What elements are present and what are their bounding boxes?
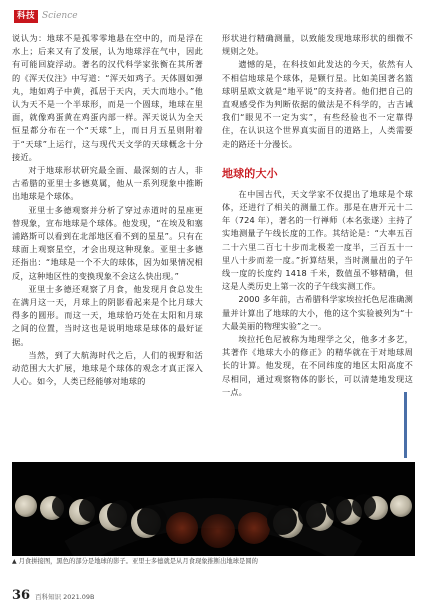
paragraph: 埃拉托色尼被称为地理学之父，他多才多艺，其著作《地球大小的修正》的精华就在于对地球周长的计算。他发现，在不同纬度的地区太阳高度不尽相同，通过观察物体的影长，可以清楚地发现这一点。 <box>222 334 413 397</box>
moon-6 <box>166 512 198 544</box>
eclipse-composite-image <box>12 462 415 556</box>
figure-caption <box>12 557 415 567</box>
section-tag-en: Science <box>42 11 78 21</box>
page-footer <box>12 588 95 603</box>
page-number: 36 <box>12 588 31 603</box>
magazine-name: 百科知识 2021.09B <box>35 593 95 601</box>
section-heading: 地球的大小 <box>222 166 278 180</box>
caption-triangle-icon: ▲ <box>12 558 17 565</box>
paragraph: 当然，到了大航海时代之后，人们的视野和活动范围大大扩展，地球是个球体的观念才真正深入人心。如今，人类已经能够对地球的 <box>12 349 203 387</box>
section-header <box>14 9 78 23</box>
paragraph: 对于地球形状研究最全面、最深刻的古人，非古希腊的亚里士多德莫属，他从一系列现象中推断出地球是个球体。 <box>12 165 203 202</box>
moon-8 <box>238 512 270 544</box>
moon-1 <box>15 495 37 517</box>
moon-7 <box>201 514 235 548</box>
moon-13 <box>390 495 412 517</box>
paragraph: 2000 多年前，古希腊科学家埃拉托色尼准确测量并计算出了地球的大小，他的这个实验被列为“十大最美丽的物理实验”之一。 <box>222 294 413 331</box>
paragraph: 遗憾的是，在科技如此发达的今天，依然有人不相信地球是个球体，是颗行星。比如美国著名篮球明星欧文就是“地平说”的支持者。他们把自己的直观感受作为判断依据的做法是不科学的，古吉诫我们“眼见不一定为实”，有些经验也不一定靠得住，在认识这个世界真实面目的道路上，人类需要走的路还十分漫长。 <box>222 59 413 149</box>
section-tag: 科技 <box>14 10 38 23</box>
side-accent-bar <box>404 392 407 458</box>
paragraph: 说认为：地球不是孤零零地悬在空中的，而是浮在水上；后来又有了发展，认为地球浮在气中，因此有可能回旋浮动。著名的汉代科学家张衡在其所著的《浑天仪注》中写道：“浑天如鸡子。天体圆如弹丸，地如鸡子中黄，孤居于天内，天大而地小。”他认为天不是一个半球形，而是一个圆球，地球在里面，就像鸡蛋黄在鸡蛋内部一样。浑天说认为全天恒星都分布在一个“天球”上，而日月五星则附着于“天球”上运行，这与现代天文学的天球概念十分接近。 <box>12 33 203 162</box>
paragraph: 在中国古代，天文学家不仅提出了地球是个球体，还进行了相关的测量工作。那是在唐开元十二年（724 年），著名的一行禅师（本名张遂）主持了实地测量子午线长度的工作。其结论是：“大率五百二十六里二百七十步而北极差一度半，三百五十一里八十步而差一度。”折算结果，当时测量出的子午线一度的长度约 1418 千米，数值虽不够精确，但这是人类历史上第一次的子午线实测工作。 <box>222 188 413 292</box>
paragraph: 形状进行精确测量，以致能发现地球形状的细微不规则之处。 <box>222 33 413 57</box>
right-column <box>222 32 413 399</box>
paragraph: 亚里士多德还观察了月食，他发现月食总发生在满月这一天，月球上的阴影看起来是个比月球大得多的圆形。而这一天，地球恰巧处在太阳和月球之间的位置，当时这也是说明地球是球体的最好证据。 <box>12 283 203 347</box>
paragraph: 亚里士多德观察并分析了穿过赤道时的星座更替现象，宣布地球是个球体。他发现，“在埃及和塞浦路斯可以看到在北部地区看不到的星星”。只有在球面上观察星空，才会出现这种现象。亚里士多德还指出：“地球是一个不大的球体，因为如果情况相反，这种地区性的变换现象不会这么快出现。” <box>12 204 203 281</box>
eclipse-svg <box>12 462 415 556</box>
left-column <box>12 32 203 388</box>
caption-text: 月食拼接图，黑色的部分是地球的影子。亚里士多德就是从月食现象推断出地球是圆的 <box>18 558 258 565</box>
